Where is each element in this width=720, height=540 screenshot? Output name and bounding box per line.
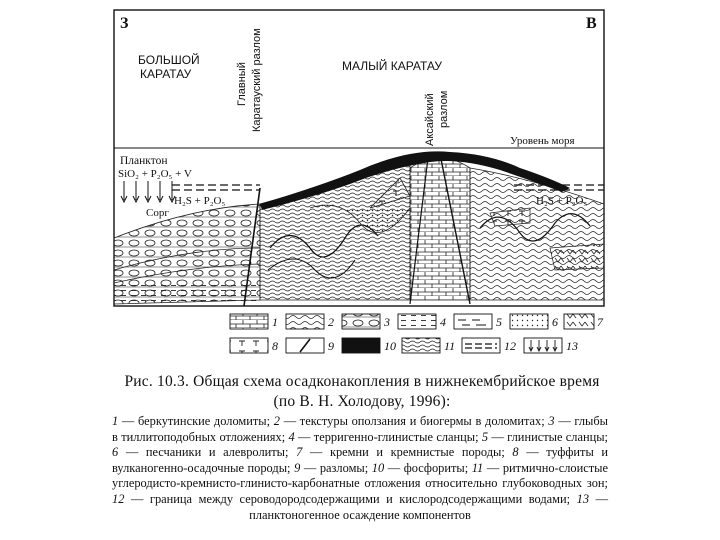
legend-key-2: 2 bbox=[328, 315, 334, 329]
legend-swatch-4 bbox=[398, 314, 436, 329]
legend-swatch-13 bbox=[524, 338, 562, 353]
caption-line-1: Рис. 10.3. Общая схема осадконакопления в нижнекембрийское время bbox=[124, 373, 600, 390]
big-karatau-label-2: КАРАТАУ bbox=[140, 67, 192, 81]
legend-item: 3 — глыбы в тиллитоподобных отложениях; bbox=[112, 414, 609, 444]
legend-item: 8 — туффиты и вулканогенно-осадочные породы; bbox=[112, 445, 609, 475]
legend-key-6: 6 bbox=[552, 315, 558, 329]
legend-key-13: 13 bbox=[566, 339, 578, 353]
legend-key-1: 1 bbox=[272, 315, 278, 329]
legend-item: 1 — беркутинские доломиты; bbox=[112, 414, 271, 428]
legend-key-8: 8 bbox=[272, 339, 278, 353]
small-karatau-label: МАЛЫЙ КАРАТАУ bbox=[342, 59, 443, 73]
legend-key-5: 5 bbox=[496, 315, 502, 329]
geologic-cross-section bbox=[110, 8, 610, 363]
c-org-label: Cорг bbox=[146, 207, 169, 219]
legend-key-4: 4 bbox=[440, 315, 446, 329]
legend-swatch-5 bbox=[454, 314, 492, 329]
legend-item: 2 — текстуры оползания и биогермы в доломитах; bbox=[273, 414, 545, 428]
legend-key-9: 9 bbox=[328, 339, 334, 353]
plankton-label: Планктон bbox=[120, 155, 168, 167]
legend-key-10: 10 bbox=[384, 339, 396, 353]
plankton-formula: SiO₂ + P₂O₅ + V bbox=[118, 168, 192, 180]
main-fault-label-2: Каратауский разлом bbox=[251, 28, 263, 132]
h2s-left-label: H₂S + P₂O₅ bbox=[174, 195, 226, 207]
legend-item: 11 — ритмично-слоистые углеродисто-кремнисто-глинисто-карбонатные отложения относительно глубоководных зон; bbox=[112, 460, 608, 491]
legend-keys bbox=[230, 314, 604, 353]
east-label: В bbox=[586, 15, 597, 32]
legend-swatch-3 bbox=[342, 314, 380, 329]
legend-swatch-10 bbox=[342, 338, 380, 353]
legend-swatch-12 bbox=[462, 338, 500, 353]
legend-item: 6 — песчаники и алевролиты; bbox=[112, 445, 289, 460]
left-basin-shales bbox=[114, 284, 260, 304]
legend-key-3: 3 bbox=[384, 315, 390, 329]
legend-swatch-6 bbox=[510, 314, 548, 329]
sea-level-label: Уровень моря bbox=[510, 135, 575, 147]
legend-key-11: 11 bbox=[444, 339, 456, 353]
main-fault-label-1: Главный bbox=[236, 62, 248, 106]
legend-key-7: 7 bbox=[597, 315, 603, 329]
right-chert-lens bbox=[550, 244, 604, 270]
geologic-figure bbox=[110, 8, 610, 363]
legend-item: 5 — глинистые сланцы; bbox=[481, 429, 608, 444]
right-basin-sediments bbox=[470, 168, 604, 300]
legend-key-12: 12 bbox=[504, 339, 516, 353]
aksai-fault-label-1: Аксайский bbox=[424, 93, 436, 146]
legend-item: 4 — терригенно-глинистые сланцы; bbox=[288, 429, 479, 444]
legend-swatch-2 bbox=[286, 314, 324, 329]
legend-item: 7 — кремни и кремнистые породы; bbox=[296, 445, 505, 460]
legend-explanation bbox=[112, 414, 608, 523]
legend-item: 10 — фосфориты; bbox=[371, 460, 469, 475]
plankton-arrows bbox=[121, 181, 175, 202]
legend-swatch-1 bbox=[230, 314, 268, 329]
big-karatau-label-1: БОЛЬШОЙ bbox=[138, 53, 200, 67]
legend-item: 12 — граница между сероводородсодержащими и кислородсодержащими водами; bbox=[112, 491, 571, 506]
legend-item: 9 — разломы; bbox=[294, 460, 369, 475]
west-label: З bbox=[120, 15, 129, 32]
legend-swatch-7 bbox=[564, 314, 594, 329]
h2s-boundary-left bbox=[172, 185, 260, 190]
caption-line-2: (по В. Н. Холодову, 1996): bbox=[273, 393, 451, 410]
legend-item: 13 — планктоногенное осаждение компонентов bbox=[249, 491, 608, 522]
legend-swatch-11 bbox=[402, 338, 440, 353]
aksai-fault-label-2: разлом bbox=[438, 90, 450, 128]
legend-swatch-8 bbox=[230, 338, 268, 353]
figure-caption bbox=[112, 372, 612, 412]
